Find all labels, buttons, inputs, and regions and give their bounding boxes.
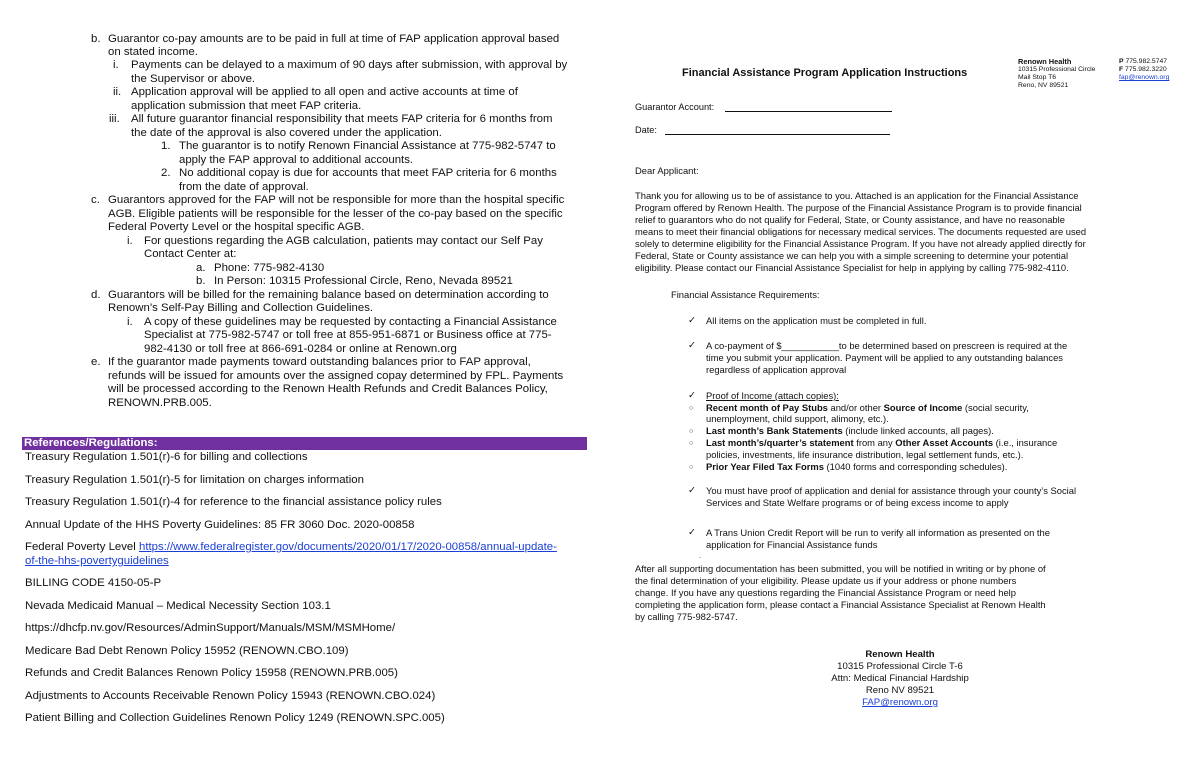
circle-bullet-icon: ○ bbox=[689, 440, 694, 447]
reference-item: Treasury Regulation 1.501(r)-5 for limitation on charges information bbox=[25, 474, 364, 486]
income-item-bold: Last month’s/quarter’s statement bbox=[706, 437, 854, 448]
fpl-label: Federal Poverty Level bbox=[25, 541, 136, 553]
proof-of-income-heading: Proof of Income (attach copies): bbox=[706, 390, 839, 401]
requirement-item: regardless of application approval bbox=[706, 364, 847, 375]
reference-fpl bbox=[25, 541, 557, 555]
requirement-item: Services and State Welfare programs or of being excess income to apply bbox=[706, 497, 1009, 508]
checkmark-icon: ✓ bbox=[688, 314, 696, 325]
guarantor-account-label: Guarantor Account: bbox=[635, 102, 715, 112]
list-marker: ii. bbox=[113, 86, 122, 98]
list-item-text: Guarantors will be billed for the remaining balance based on determination according to bbox=[108, 289, 549, 301]
closing-line: the final determination of your eligibility. Please update us if your address or phone numbers bbox=[635, 575, 1017, 586]
list-item-text: In Person: 10315 Professional Circle, Reno, Nevada 89521 bbox=[214, 275, 513, 287]
income-item-text: (include linked accounts, all pages). bbox=[842, 425, 994, 436]
list-item-text: Phone: 775-982-4130 bbox=[214, 262, 325, 274]
income-item-cont: policies, investments, life insurance distribution, legal settlement funds, etc.). bbox=[706, 449, 1024, 460]
list-item-text: Payments can be delayed to a maximum of 90 days after submission, with approval by bbox=[131, 59, 568, 71]
org-phone bbox=[1119, 58, 1169, 66]
list-item-text: Specialist at 775-982-5747 or toll free at 855-951-6871 or Business office at 775- bbox=[144, 329, 552, 341]
org-contact-block bbox=[1119, 58, 1169, 82]
income-item-bold: Recent month of Pay Stubs bbox=[706, 402, 828, 413]
list-marker: 2. bbox=[161, 167, 171, 179]
phone-value: 775.982.5747 bbox=[1125, 58, 1168, 65]
list-item-text: Contact Center at: bbox=[144, 248, 237, 260]
requirement-item: You must have proof of application and denial for assistance through your county’s Social bbox=[706, 485, 1077, 496]
income-item-bold: Source of Income bbox=[883, 402, 963, 413]
intro-line: means to meet their financial obligations for necessary medical services. The documents requested are used bbox=[635, 226, 1087, 237]
closing-line: change. If you have any questions regarding the Financial Assistance Program or need help bbox=[635, 587, 1016, 598]
reference-item: Treasury Regulation 1.501(r)-6 for billing and collections bbox=[25, 451, 308, 463]
requirement-item: A co-payment of $___________to be determined based on prescreen is required at the bbox=[706, 340, 1068, 351]
list-item-text: For questions regarding the AGB calculation, patients may contact our Self Pay bbox=[144, 235, 543, 247]
circle-bullet-icon: ○ bbox=[689, 405, 694, 412]
income-item-text: (social security, bbox=[962, 402, 1029, 413]
intro-line: solely to determine eligibility for the Financial Assistance Program. If you have not already applied directly for bbox=[635, 238, 1086, 249]
list-item-text: Renown’s Self-Pay Billing and Collection Guidelines. bbox=[108, 302, 374, 314]
requirement-item: A Trans Union Credit Report will be run to verify all information as presented on the bbox=[706, 527, 1050, 538]
income-item-text: and/or other bbox=[827, 402, 884, 413]
signature-line: Attn: Medical Financial Hardship bbox=[831, 673, 969, 684]
income-item-bold: Other Asset Accounts bbox=[895, 437, 994, 448]
income-item bbox=[706, 437, 1057, 449]
list-marker: i. bbox=[127, 235, 133, 247]
list-marker: d. bbox=[91, 289, 101, 301]
guarantor-account-field[interactable] bbox=[725, 111, 892, 112]
checkmark-icon: ✓ bbox=[688, 339, 696, 350]
circle-bullet-icon: ○ bbox=[689, 428, 694, 435]
signature-line: 10315 Professional Circle T-6 bbox=[837, 661, 963, 672]
salutation: Dear Applicant: bbox=[635, 165, 699, 176]
list-item-text: All future guarantor financial responsibility that meets FAP criteria for 6 months from bbox=[131, 113, 553, 125]
income-item-bold: Prior Year Filed Tax Forms bbox=[706, 461, 824, 472]
list-item-text: application submission that meet FAP criteria. bbox=[131, 100, 362, 112]
phone-label: P bbox=[1119, 58, 1124, 65]
list-item-text: apply the FAP approval to additional accounts. bbox=[179, 154, 414, 166]
list-item-text: Application approval will be applied to all open and active accounts at time of bbox=[131, 86, 518, 98]
list-item-text: Guarantor co-pay amounts are to be paid in full at time of FAP application approval based bbox=[108, 33, 560, 45]
income-item-cont: unemployment, child support, alimony, etc.). bbox=[706, 413, 889, 424]
org-address-line: 10315 Professional Circle bbox=[1018, 66, 1096, 73]
fax-label: F bbox=[1119, 66, 1124, 73]
reference-item: https://dhcfp.nv.gov/Resources/AdminSupport/Manuals/MSM/MSMHome/ bbox=[25, 622, 396, 634]
page-title: Financial Assistance Program Application Instructions bbox=[682, 67, 968, 79]
org-name: Renown Health bbox=[1018, 57, 1072, 66]
list-item-text: Guarantors approved for the FAP will not be responsible for more than the hospital specific bbox=[108, 194, 565, 206]
closing-line: After all supporting documentation has been submitted, you will be notified in writing or by phone of bbox=[635, 563, 1046, 574]
list-marker: c. bbox=[91, 194, 100, 206]
date-label: Date: bbox=[635, 125, 657, 135]
list-item-text: A copy of these guidelines may be requested by contacting a Financial Assistance bbox=[144, 316, 557, 328]
org-address-line: Reno, NV 89521 bbox=[1018, 82, 1069, 89]
list-item-text: If the guarantor made payments toward outstanding balances prior to FAP approval, bbox=[108, 356, 531, 368]
list-item-text: No additional copay is due for accounts that meet FAP criteria for 6 months bbox=[179, 167, 557, 179]
list-item-text: AGB. Eligible patients will be responsible for the lesser of the co-pay based on the specific bbox=[108, 208, 563, 220]
fpl-link-cont[interactable]: of-the-hhs-povertyguidelines bbox=[25, 555, 169, 567]
signature-email-link[interactable]: FAP@renown.org bbox=[862, 697, 938, 708]
income-item-text: (i.e., insurance bbox=[993, 437, 1058, 448]
list-marker: b. bbox=[91, 33, 101, 45]
list-item-text: the Supervisor or above. bbox=[131, 73, 256, 85]
closing-line: by calling 775-982-5747. bbox=[635, 611, 738, 622]
list-marker: a. bbox=[196, 262, 206, 274]
fax-value: 775.982.3220 bbox=[1125, 66, 1167, 73]
checkmark-icon: ✓ bbox=[688, 484, 696, 495]
list-item-text: on stated income. bbox=[108, 46, 198, 58]
reference-item: BILLING CODE 4150-05-P bbox=[25, 577, 162, 589]
reference-item: Patient Billing and Collection Guidelines Renown Policy 1249 (RENOWN.SPC.005) bbox=[25, 712, 445, 724]
list-item-text: The guarantor is to notify Renown Financial Assistance at 775-982-5747 to bbox=[179, 140, 556, 152]
income-item-text: from any bbox=[853, 437, 896, 448]
reference-item: Annual Update of the HHS Poverty Guidelines: 85 FR 3060 Doc. 2020-00858 bbox=[25, 519, 415, 531]
requirement-item: All items on the application must be completed in full. bbox=[706, 315, 927, 326]
reference-item: Adjustments to Accounts Receivable Renown Policy 15943 (RENOWN.CBO.024) bbox=[25, 690, 436, 702]
requirements-heading: Financial Assistance Requirements: bbox=[671, 289, 820, 300]
org-address-block bbox=[1018, 58, 1095, 90]
requirement-item: time you submit your application. Payment will be applied to any outstanding balances bbox=[706, 352, 1063, 363]
list-marker: e. bbox=[91, 356, 101, 368]
intro-line: Thank you for allowing us to be of assistance to you. Attached is an application for the Financial Assistance bbox=[635, 190, 1079, 201]
org-address-line: Mail Stop T6 bbox=[1018, 74, 1057, 81]
list-marker: i. bbox=[127, 316, 133, 328]
fpl-link-continued bbox=[25, 555, 169, 569]
list-marker: 1. bbox=[161, 140, 171, 152]
org-fax bbox=[1119, 66, 1169, 74]
income-item bbox=[706, 425, 994, 437]
reference-item: Refunds and Credit Balances Renown Policy 15958 (RENOWN.PRB.005) bbox=[25, 667, 398, 679]
date-field[interactable] bbox=[665, 134, 890, 135]
intro-line: Program offered by Renown Health. The purpose of the Financial Assistance Program is to provide financial bbox=[635, 202, 1082, 213]
list-marker: i. bbox=[113, 59, 119, 71]
income-item bbox=[706, 402, 1029, 414]
intro-line: eligibility. Please contact our Financial Assistance Specialist for help in applying by calling 775-982-4110. bbox=[635, 262, 1069, 273]
signature-name: Renown Health bbox=[865, 649, 935, 660]
list-marker: b. bbox=[196, 275, 206, 287]
checkmark-icon: ✓ bbox=[688, 526, 696, 537]
closing-line: completing the application form, please contact a Financial Assistance Specialist at Renown Health bbox=[635, 599, 1046, 610]
org-email-link[interactable]: fap@renown.org bbox=[1119, 74, 1170, 81]
intro-line: Federal, State or County assistance we can help you with a simple screening to determine your potential bbox=[635, 250, 1069, 261]
reference-item: Medicare Bad Debt Renown Policy 15952 (RENOWN.CBO.109) bbox=[25, 645, 349, 657]
list-item-text: refunds will be issued for amounts over the assigned copay determined by FPL. Payments bbox=[108, 370, 564, 382]
requirement-item: application for Financial Assistance funds bbox=[706, 539, 878, 550]
circle-bullet-icon: ○ bbox=[689, 464, 694, 471]
stray-period: . bbox=[699, 553, 701, 560]
list-item-text: RENOWN.PRB.005. bbox=[108, 397, 212, 409]
references-header: References/Regulations: bbox=[22, 437, 587, 450]
list-marker: iii. bbox=[109, 113, 120, 125]
list-item-text: 982-4130 or toll free at 866-691-0284 or online at Renown.org bbox=[144, 343, 457, 355]
reference-item: Treasury Regulation 1.501(r)-4 for reference to the financial assistance policy rules bbox=[25, 496, 442, 508]
income-item-bold: Last month’s Bank Statements bbox=[706, 425, 843, 436]
reference-item: Nevada Medicaid Manual – Medical Necessity Section 103.1 bbox=[25, 600, 331, 612]
checkmark-icon: ✓ bbox=[688, 389, 696, 400]
list-item-text: from the date of approval. bbox=[179, 181, 309, 193]
fpl-link[interactable]: https://www.federalregister.gov/documents/2020/01/17/2020-00858/annual-update- bbox=[138, 541, 557, 553]
list-item-text: the date of the approval is also covered under the application. bbox=[131, 127, 442, 139]
signature-line: Reno NV 89521 bbox=[865, 685, 935, 696]
list-item-text: will be processed according to the Renown Health Refunds and Credit Balances Policy, bbox=[108, 383, 548, 395]
intro-line: relief to guarantors who do not qualify for Federal, State, or County assistance, and have no reasonable bbox=[635, 214, 1065, 225]
income-item-text: (1040 forms and corresponding schedules). bbox=[823, 461, 1008, 472]
list-item-text: Federal Poverty Level or the hospital specific AGB. bbox=[108, 221, 365, 233]
income-item bbox=[706, 461, 1007, 473]
